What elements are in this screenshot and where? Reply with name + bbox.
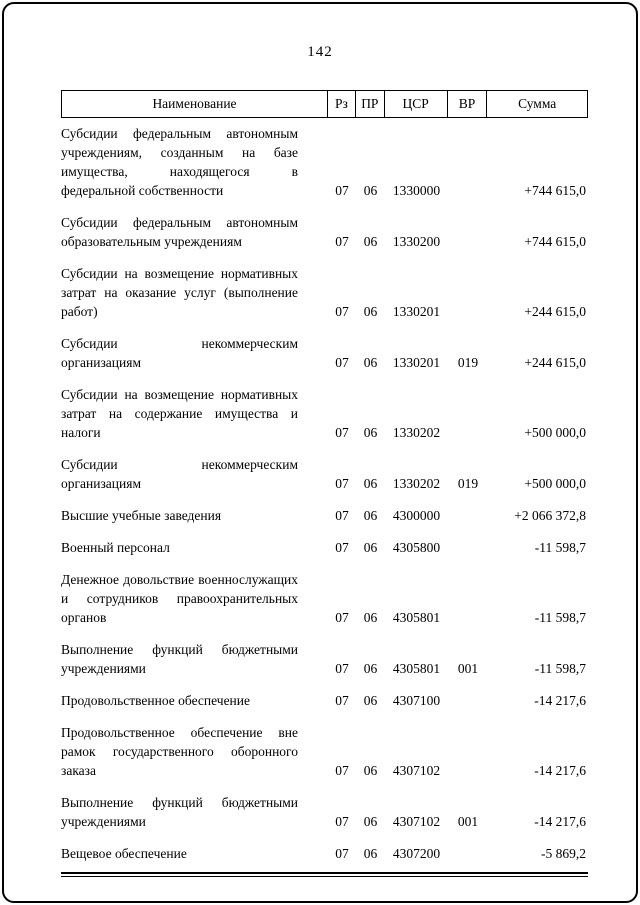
cell-name: Субсидии федеральным автономным учреждениям, созданным на базе имущества, находящегося в федеральной собственности [61, 126, 298, 198]
cell-sum: -11 598,7 [534, 661, 586, 676]
cell-name: Военный персонал [61, 540, 170, 555]
cell-sum: +2 066 372,8 [514, 508, 586, 523]
cell-vr: 001 [457, 661, 479, 676]
cell-csr: 1330201 [392, 304, 441, 319]
cell-name: Денежное довольствие военнослужащих и сотрудников правоохранительных органов [61, 572, 298, 625]
cell-sum: +500 000,0 [524, 476, 586, 491]
cell-rz: 07 [335, 183, 349, 198]
cell-pr: 06 [363, 508, 378, 523]
cell-csr: 4307102 [392, 814, 441, 829]
cell-name: Продовольственное обеспечение [61, 693, 250, 708]
cell-rz: 07 [335, 763, 349, 778]
cell-sum: -14 217,6 [534, 763, 586, 778]
cell-csr: 1330200 [392, 234, 441, 249]
cell-rz: 07 [335, 355, 349, 370]
cell-name: Субсидии некоммерческим организациям [61, 457, 298, 491]
cell-pr: 06 [363, 661, 378, 676]
cell-csr: 1330201 [392, 355, 441, 370]
table-row [61, 124, 588, 200]
cell-csr: 4307102 [392, 763, 441, 778]
cell-name: Субсидии некоммерческим организациям [61, 336, 298, 370]
column-header-csr: ЦСР [385, 91, 448, 117]
cell-rz: 07 [335, 693, 349, 708]
cell-csr: 1330202 [392, 476, 441, 491]
column-header-vr: ВР [448, 91, 488, 117]
cell-sum: -5 869,2 [541, 846, 586, 861]
cell-rz: 07 [335, 540, 349, 555]
cell-pr: 06 [363, 234, 378, 249]
cell-pr: 06 [363, 476, 378, 491]
cell-sum: +244 615,0 [524, 304, 586, 319]
cell-pr: 06 [363, 425, 378, 440]
cell-pr: 06 [363, 763, 378, 778]
cell-rz: 07 [335, 425, 349, 440]
cell-rz: 07 [335, 814, 349, 829]
cell-sum: -14 217,6 [534, 693, 586, 708]
cell-name: Продовольственное обеспечение вне рамок государственного оборонного заказа [61, 725, 298, 778]
cell-rz: 07 [335, 846, 349, 861]
cell-pr: 06 [363, 540, 378, 555]
cell-pr: 06 [363, 355, 378, 370]
cell-sum: -11 598,7 [534, 610, 586, 625]
cell-name: Выполнение функций бюджетными учреждениями [61, 795, 298, 829]
cell-rz: 07 [335, 304, 349, 319]
cell-csr: 4305800 [392, 540, 441, 555]
cell-csr: 4305801 [392, 661, 441, 676]
cell-pr: 06 [363, 814, 378, 829]
table-row [61, 455, 588, 493]
column-header-rz: Рз [328, 91, 356, 117]
cell-csr: 4307100 [392, 693, 441, 708]
table-row [61, 640, 588, 678]
cell-name: Субсидии на возмещение нормативных затрат на содержание имущества и налоги [61, 387, 298, 440]
cell-sum: -14 217,6 [534, 814, 586, 829]
table-row [61, 844, 588, 863]
column-header-pr: ПР [356, 91, 385, 117]
cell-name: Вещевое обеспечение [61, 846, 187, 861]
cell-csr: 1330202 [392, 425, 441, 440]
table-row [61, 538, 588, 557]
table-row [61, 213, 588, 251]
table-header-row [61, 90, 588, 118]
table-row [61, 264, 588, 321]
cell-name: Высшие учебные заведения [61, 508, 222, 523]
cell-pr: 06 [363, 693, 378, 708]
cell-name: Выполнение функций бюджетными учреждениями [61, 642, 298, 676]
cell-pr: 06 [363, 846, 378, 861]
cell-csr: 4300000 [392, 508, 441, 523]
table-row [61, 334, 588, 372]
cell-rz: 07 [335, 476, 349, 491]
cell-vr: 019 [457, 476, 479, 491]
table-bottom-rule [61, 872, 588, 877]
cell-rz: 07 [335, 610, 349, 625]
cell-rz: 07 [335, 508, 349, 523]
cell-pr: 06 [363, 304, 378, 319]
table-row [61, 385, 588, 442]
table-row [61, 691, 588, 710]
budget-table [61, 90, 588, 876]
cell-pr: 06 [363, 610, 378, 625]
cell-pr: 06 [363, 183, 378, 198]
column-header-sum: Сумма [518, 96, 557, 111]
cell-vr: 001 [457, 814, 479, 829]
page-number: 142 [307, 44, 333, 60]
cell-rz: 07 [335, 234, 349, 249]
cell-vr: 019 [457, 355, 479, 370]
cell-csr: 4305801 [392, 610, 441, 625]
cell-csr: 1330000 [392, 183, 441, 198]
table-row [61, 793, 588, 831]
cell-sum: +500 000,0 [524, 425, 586, 440]
cell-sum: +744 615,0 [524, 183, 586, 198]
cell-sum: +244 615,0 [524, 355, 586, 370]
cell-name: Субсидии федеральным автономным образовательным учреждениям [61, 215, 298, 249]
table-row [61, 570, 588, 627]
cell-name: Субсидии на возмещение нормативных затрат на оказание услуг (выполнение работ) [61, 266, 298, 319]
cell-sum: -11 598,7 [534, 540, 586, 555]
cell-rz: 07 [335, 661, 349, 676]
cell-sum: +744 615,0 [524, 234, 586, 249]
cell-csr: 4307200 [392, 846, 441, 861]
table-row [61, 506, 588, 525]
table-body [61, 118, 588, 863]
table-row [61, 723, 588, 780]
column-header-name: Наименование [62, 91, 328, 117]
